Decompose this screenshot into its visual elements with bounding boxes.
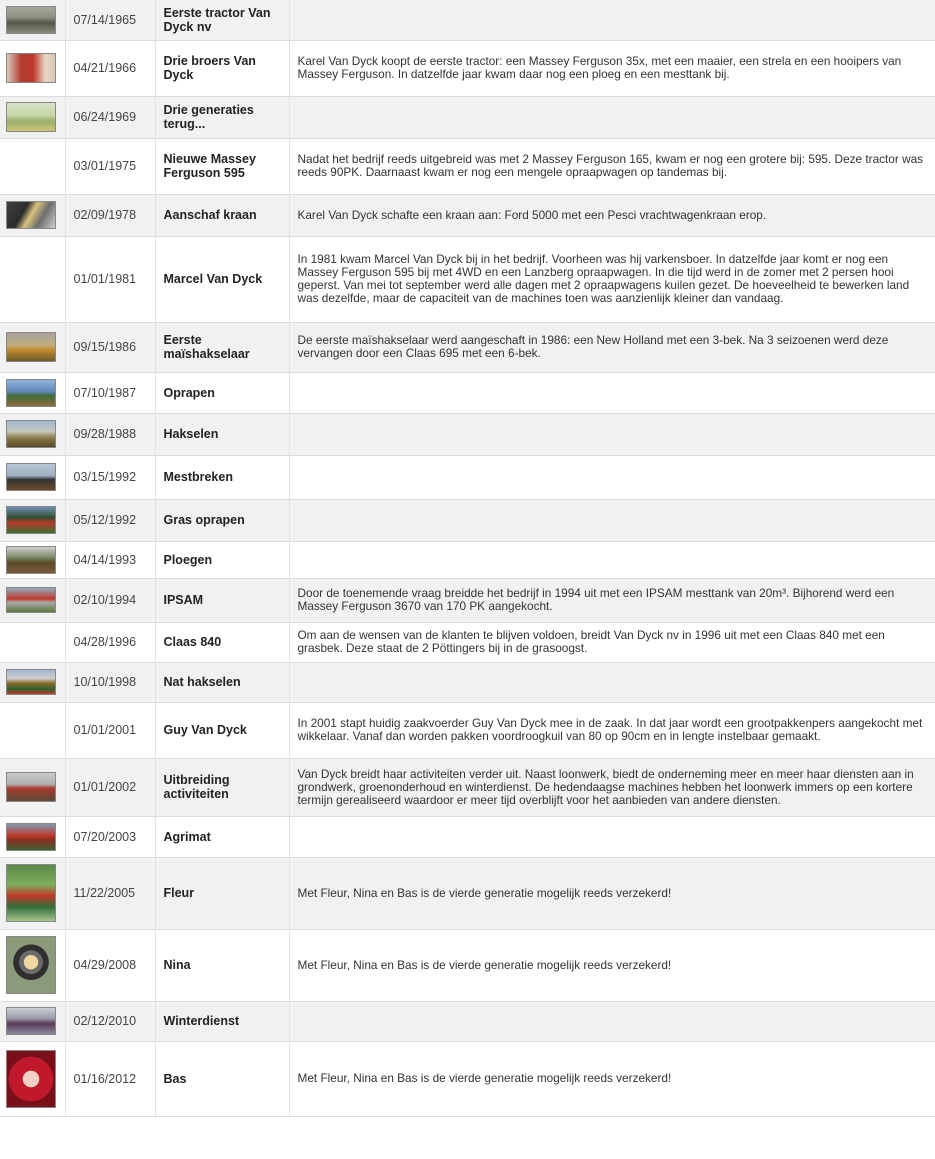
title-cell: Nat hakselen <box>155 662 289 702</box>
date-cell: 04/29/2008 <box>65 929 155 1001</box>
description-cell: Om aan de wensen van de klanten te blijven voldoen, breidt Van Dyck nv in 1996 uit met een Claas 840 met een grasbek. Deze staat de 2 Pöttingers bij in de grasoogst. <box>289 622 935 662</box>
date-cell: 01/01/2001 <box>65 702 155 758</box>
timeline-row <box>0 138 935 194</box>
timeline-row <box>0 929 935 1001</box>
thumbnail-cell <box>0 702 65 758</box>
date-cell: 05/12/1992 <box>65 499 155 541</box>
thumbnail-cell <box>0 0 65 40</box>
description-cell <box>289 541 935 578</box>
timeline-row <box>0 499 935 541</box>
title-cell: Eerste maïshakselaar <box>155 322 289 372</box>
date-cell: 04/14/1993 <box>65 541 155 578</box>
timeline-row <box>0 40 935 96</box>
date-cell: 01/01/2002 <box>65 758 155 816</box>
title-cell: Oprapen <box>155 372 289 413</box>
manure-photo[interactable] <box>6 463 56 491</box>
date-cell: 04/21/1966 <box>65 40 155 96</box>
red-tractor-photo[interactable] <box>6 53 56 83</box>
field-photo[interactable] <box>6 102 56 132</box>
description-cell: Karel Van Dyck schafte een kraan aan: Ford 5000 met een Pesci vrachtwagenkraan erop. <box>289 194 935 236</box>
description-cell <box>289 413 935 455</box>
expansion-photo[interactable] <box>6 772 56 802</box>
title-cell: Uitbreiding activiteiten <box>155 758 289 816</box>
fleur-photo[interactable] <box>6 864 56 922</box>
date-cell: 11/22/2005 <box>65 857 155 929</box>
timeline-row <box>0 702 935 758</box>
description-cell: Met Fleur, Nina en Bas is de vierde generatie mogelijk reeds verzekerd! <box>289 929 935 1001</box>
thumbnail-cell <box>0 541 65 578</box>
description-cell: Door de toenemende vraag breidde het bedrijf in 1994 uit met een IPSAM mesttank van 20m³. Bijhorend werd een Massey Ferguson 3670 van 170 PK aangekocht. <box>289 578 935 622</box>
title-cell: IPSAM <box>155 578 289 622</box>
title-cell: Nina <box>155 929 289 1001</box>
timeline-row <box>0 758 935 816</box>
title-cell: Marcel Van Dyck <box>155 236 289 322</box>
description-cell: Nadat het bedrijf reeds uitgebreid was met 2 Massey Ferguson 165, kwam er nog een grotere bij: 595. Deze tractor was reeds 90PK. Daarnaast kwam er nog een mengele opraapwagen op tandemas bij. <box>289 138 935 194</box>
thumbnail-cell <box>0 578 65 622</box>
date-cell: 10/10/1998 <box>65 662 155 702</box>
title-cell: Fleur <box>155 857 289 929</box>
description-cell: In 1981 kwam Marcel Van Dyck bij in het bedrijf. Voorheen was hij varkensboer. In datzelfde jaar komt er nog een Massey Ferguson 595 bij met 4WD en een Lanzberg opraapwagen. In die tijd werd in de zomer met 2 persen hooi geperst. Van mei tot september werd alle dagen met 2 opraapwagens kuilen gezet. De hoeveelheid te bewerken land was dezelfde, maar de capaciteit van de machines toen was aanzienlijk kleiner dan vandaag. <box>289 236 935 322</box>
date-cell: 02/12/2010 <box>65 1001 155 1041</box>
date-cell: 06/24/1969 <box>65 96 155 138</box>
description-cell <box>289 372 935 413</box>
title-cell: Bas <box>155 1041 289 1116</box>
thumbnail-cell <box>0 455 65 499</box>
agrimat-photo[interactable] <box>6 823 56 851</box>
thumbnail-cell <box>0 857 65 929</box>
timeline-row <box>0 1041 935 1116</box>
description-cell <box>289 662 935 702</box>
date-cell: 03/01/1975 <box>65 138 155 194</box>
title-cell: Mestbreken <box>155 455 289 499</box>
timeline-row <box>0 455 935 499</box>
thumbnail-cell <box>0 929 65 1001</box>
title-cell: Winterdienst <box>155 1001 289 1041</box>
timeline-row <box>0 322 935 372</box>
date-cell: 09/28/1988 <box>65 413 155 455</box>
thumbnail-cell <box>0 138 65 194</box>
thumbnail-cell <box>0 499 65 541</box>
wet-chopping-photo[interactable] <box>6 669 56 695</box>
thumbnail-cell <box>0 322 65 372</box>
date-cell: 07/10/1987 <box>65 372 155 413</box>
date-cell: 01/01/1981 <box>65 236 155 322</box>
date-cell: 07/14/1965 <box>65 0 155 40</box>
title-cell: Nieuwe Massey Ferguson 595 <box>155 138 289 194</box>
description-cell <box>289 816 935 857</box>
thumbnail-cell <box>0 662 65 702</box>
title-cell: Eerste tractor Van Dyck nv <box>155 0 289 40</box>
thumbnail-cell <box>0 96 65 138</box>
date-cell: 01/16/2012 <box>65 1041 155 1116</box>
timeline-row <box>0 413 935 455</box>
title-cell: Gras oprapen <box>155 499 289 541</box>
title-cell: Drie broers Van Dyck <box>155 40 289 96</box>
timeline-row <box>0 0 935 40</box>
timeline-row <box>0 1001 935 1041</box>
description-cell <box>289 0 935 40</box>
thumbnail-cell <box>0 1041 65 1116</box>
title-cell: Agrimat <box>155 816 289 857</box>
title-cell: Hakselen <box>155 413 289 455</box>
description-cell: De eerste maïshakselaar werd aangeschaft in 1986: een New Holland met een 3-bek. Na 3 seizoenen werd deze vervangen door een Claas 695 met een 6-bek. <box>289 322 935 372</box>
description-cell <box>289 1001 935 1041</box>
plough-photo[interactable] <box>6 546 56 574</box>
description-cell: Met Fleur, Nina en Bas is de vierde generatie mogelijk reeds verzekerd! <box>289 1041 935 1116</box>
timeline-row <box>0 857 935 929</box>
timeline-row <box>0 816 935 857</box>
old-tractor-photo[interactable] <box>6 6 56 34</box>
timeline-row <box>0 541 935 578</box>
date-cell: 02/09/1978 <box>65 194 155 236</box>
timeline-row <box>0 622 935 662</box>
description-cell: Van Dyck breidt haar activiteiten verder uit. Naast loonwerk, biedt de onderneming meer en meer haar diensten aan in grondwerk, groenonderhoud en winterdienst. De hedendaagse machines hebben het loonwerk immers op een kortere termijn gerealiseerd waardoor er meer tijd overblijft voor het aanbieden van andere diensten. <box>289 758 935 816</box>
date-cell: 02/10/1994 <box>65 578 155 622</box>
harvester-photo[interactable] <box>6 332 56 362</box>
description-cell <box>289 96 935 138</box>
thumbnail-cell <box>0 622 65 662</box>
timeline-row <box>0 236 935 322</box>
title-cell: Aanschaf kraan <box>155 194 289 236</box>
timeline-row <box>0 662 935 702</box>
bas-photo[interactable] <box>6 1050 56 1108</box>
thumbnail-cell <box>0 758 65 816</box>
thumbnail-cell <box>0 1001 65 1041</box>
ipsam-photo[interactable] <box>6 587 56 613</box>
thumbnail-cell <box>0 413 65 455</box>
timeline-row <box>0 372 935 413</box>
description-cell: Met Fleur, Nina en Bas is de vierde generatie mogelijk reeds verzekerd! <box>289 857 935 929</box>
description-cell: In 2001 stapt huidig zaakvoerder Guy Van Dyck mee in de zaak. In dat jaar wordt een grootpakkenpers aangekocht met wikkelaar. Vanaf dan worden pakken voordroogkuil van 80 op 90cm en in lengte instelbaar gemaakt. <box>289 702 935 758</box>
nina-photo[interactable] <box>6 936 56 994</box>
description-cell <box>289 499 935 541</box>
thumbnail-cell <box>0 236 65 322</box>
title-cell: Ploegen <box>155 541 289 578</box>
pickup-photo[interactable] <box>6 379 56 407</box>
date-cell: 03/15/1992 <box>65 455 155 499</box>
thumbnail-cell <box>0 816 65 857</box>
winter-service-photo[interactable] <box>6 1007 56 1035</box>
thumbnail-cell <box>0 194 65 236</box>
chopping-photo[interactable] <box>6 420 56 448</box>
description-cell <box>289 455 935 499</box>
date-cell: 09/15/1986 <box>65 322 155 372</box>
title-cell: Guy Van Dyck <box>155 702 289 758</box>
date-cell: 04/28/1996 <box>65 622 155 662</box>
crane-photo[interactable] <box>6 201 56 229</box>
timeline-row <box>0 194 935 236</box>
description-cell: Karel Van Dyck koopt de eerste tractor: een Massey Ferguson 35x, met een maaier, een strela en een hooipers van Massey Ferguson. In datzelfde jaar kwam daar nog een ploeg en een mesttank bij. <box>289 40 935 96</box>
timeline-row <box>0 96 935 138</box>
title-cell: Drie generaties terug... <box>155 96 289 138</box>
thumbnail-cell <box>0 40 65 96</box>
date-cell: 07/20/2003 <box>65 816 155 857</box>
grass-photo[interactable] <box>6 506 56 534</box>
thumbnail-cell <box>0 372 65 413</box>
title-cell: Claas 840 <box>155 622 289 662</box>
timeline-row <box>0 578 935 622</box>
